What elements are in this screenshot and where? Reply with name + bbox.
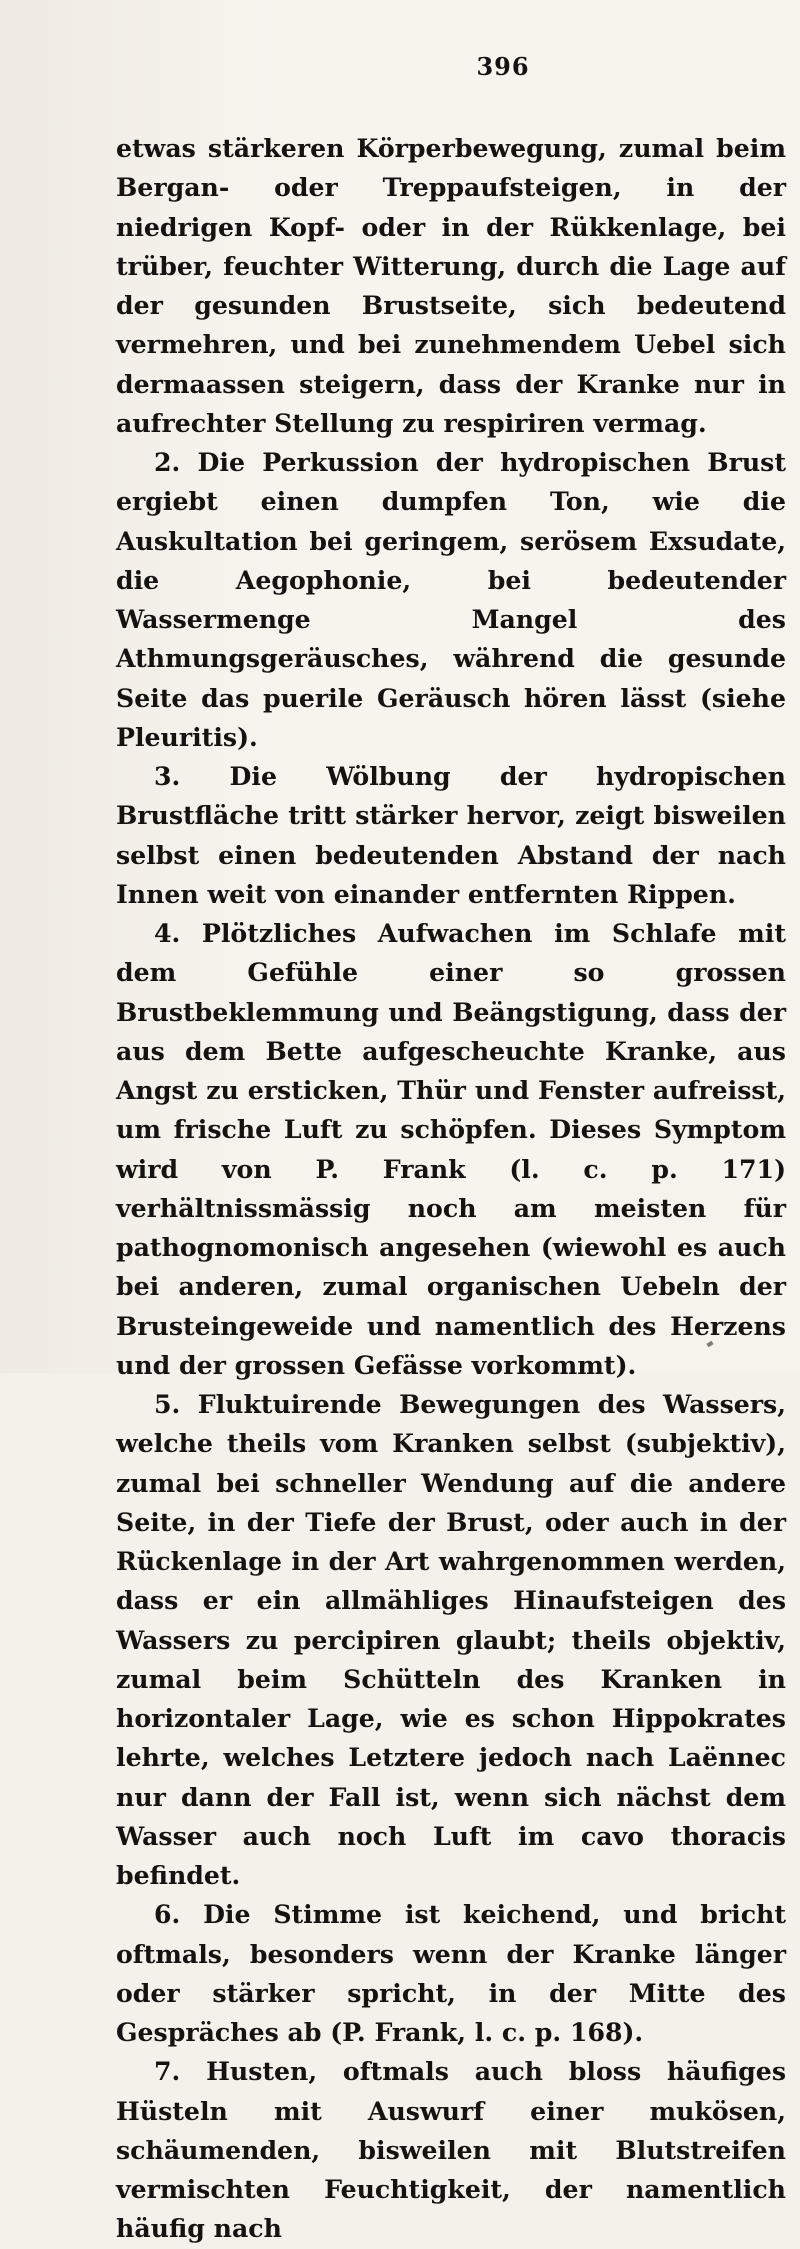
paragraph-item-7: 7. Husten, oftmals auch bloss häufiges Hüsteln mit Auswurf einer mukösen, schäumenden, bisweilen mit Blutstreifen vermischten Feuchtigkeit, der namentlich häufig nach <box>116 2056 786 2244</box>
paragraph-item-4: 4. Plötzliches Aufwachen im Schlafe mit dem Gefühle einer so grossen Brustbeklemmung und Beängstigung, dass der aus dem Bette aufgescheuchte Kranke, aus Angst zu ersticken, Thür und Fenster aufreisst, um frische Luft zu schöpfen. Dieses Symptom wird von P. Frank (l. c. p. 171) verhältnissmässig noch am meisten für pathognomonisch angesehen (wiewohl es auch bei anderen, zumal organischen Uebeln der Brusteingeweide und namentlich des Herzens und der grossen Gefässe vorkommt). <box>116 918 786 1380</box>
paragraph-continuation: etwas stärkeren Körperbewegung, zumal beim Bergan- oder Treppaufsteigen, in der niedrigen Kopf- oder in der Rükkenlage, bei trüber, feuchter Witterung, durch die Lage auf der gesunden Brustseite, sich bedeutend vermehren, und bei zunehmendem Uebel sich dermaassen steigern, dass der Kranke nur in aufrechter Stellung zu respiriren vermag. <box>116 133 786 438</box>
paragraph-item-3: 3. Die Wölbung der hydropischen Brustfläche tritt stärker hervor, zeigt bisweilen selbst einen bedeutenden Abstand der nach Innen weit von einander entfernten Rippen. <box>116 761 786 909</box>
page-number: 396 <box>476 52 530 81</box>
paragraph-item-2: 2. Die Perkussion der hydropischen Brust ergiebt einen dumpfen Ton, wie die Auskultation bei geringem, serösem Exsudate, die Aegophonie, bei bedeutender Wassermenge Mangel des Athmungsgeräusches, während die gesunde Seite das puerile Geräusch hören lässt (siehe Pleuritis). <box>116 447 786 752</box>
page-text <box>116 129 786 2249</box>
paragraph-item-6: 6. Die Stimme ist keichend, und bricht oftmals, besonders wenn der Kranke länger oder stärker spricht, in der Mitte des Gespräches ab (P. Frank, l. c. p. 168). <box>116 1899 786 2047</box>
paragraph-item-5: 5. Fluktuirende Bewegungen des Wassers, welche theils vom Kranken selbst (subjektiv), zumal bei schneller Wendung auf die andere Seite, in der Tiefe der Brust, oder auch in der Rückenlage in der Art wahrgenommen werden, dass er ein allmähliges Hinaufsteigen des Wassers zu percipiren glaubt; theils objektiv, zumal beim Schütteln des Kranken in horizontaler Lage, wie es schon Hippokrates lehrte, welches Letztere jedoch nach Laënnec nur dann der Fall ist, wenn sich nächst dem Wasser auch noch Luft im cavo thoracis befindet. <box>116 1389 786 1890</box>
